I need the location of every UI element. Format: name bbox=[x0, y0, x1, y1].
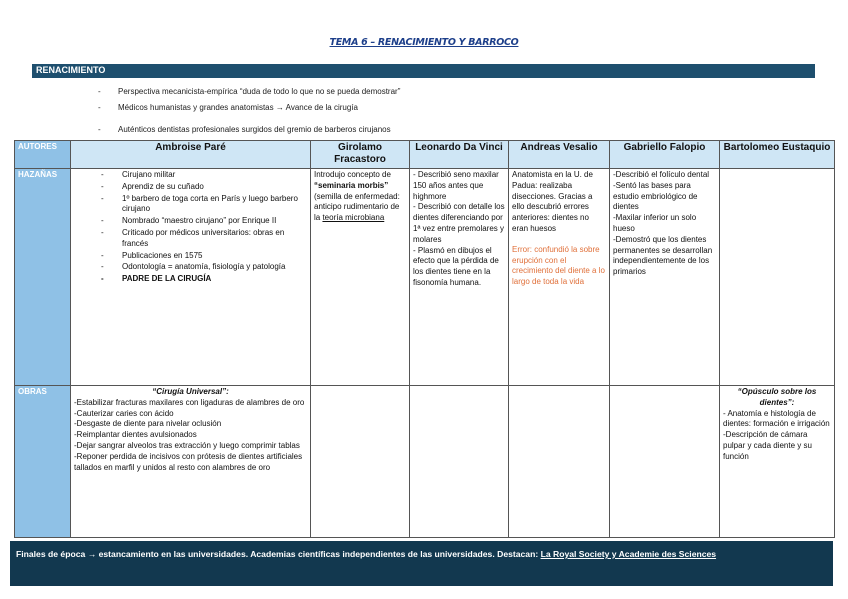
text-line: - Describió con detalle los dientes diferenciando por 1ª vez entre premolares y molares bbox=[413, 202, 505, 244]
footer-note bbox=[10, 541, 833, 586]
table-row-obras bbox=[15, 386, 835, 538]
bullet-item bbox=[98, 125, 391, 134]
text-line: -Desgaste de diente para nivelar oclusión bbox=[74, 419, 222, 429]
list-item: - Publicaciones en 1575 bbox=[122, 251, 307, 262]
text-line: -Describió el folículo dental bbox=[613, 170, 710, 179]
table-row-hazanas bbox=[15, 169, 835, 386]
pare-hazanas-list bbox=[74, 170, 307, 285]
cell-hazanas-eustaquio bbox=[720, 169, 835, 386]
list-item: - Cirujano militar bbox=[122, 170, 307, 181]
text-line: - Describió seno maxilar 150 años antes que highmore bbox=[413, 170, 499, 201]
list-item: - Aprendiz de su cuñado bbox=[122, 182, 307, 193]
table-header-row bbox=[15, 141, 835, 169]
bullet-text: Médicos humanistas y grandes anatomistas → Avance de la cirugía bbox=[118, 103, 358, 112]
list-item: - Odontología = anatomía, fisiología y patología bbox=[122, 262, 307, 273]
cell-hazanas-pare bbox=[71, 169, 311, 386]
bullet-dash: - bbox=[98, 103, 101, 112]
header-davinci: Leonardo Da Vinci bbox=[410, 141, 509, 169]
text-paragraph: Anatomista en la U. de Padua: realizaba disecciones. Gracias a ello descubrió errores anteriores: dientes no eran huesos bbox=[512, 170, 593, 233]
list-item: - Criticado por médicos universitarios: obras en francés bbox=[122, 228, 307, 250]
row-label-obras: OBRAS bbox=[15, 386, 71, 538]
bullet-text: Perspectiva mecanicista-empírica “duda de todo lo que no se pueda demostrar” bbox=[118, 87, 401, 96]
bullet-dash: - bbox=[98, 125, 101, 134]
cell-hazanas-falopio bbox=[610, 169, 720, 386]
row-label-hazanas: HAZAÑAS bbox=[15, 169, 71, 386]
cell-obras-fracastoro bbox=[311, 386, 410, 538]
cell-obras-vesalio bbox=[509, 386, 610, 538]
cell-obras-davinci bbox=[410, 386, 509, 538]
text-line: -Reponer perdida de incisivos con prótesis de dientes artificiales tallados en marfil y unidos al resto con alambres de oro bbox=[74, 451, 303, 472]
work-title: “Cirugía Universal”: bbox=[152, 387, 229, 396]
list-item: - Nombrado “maestro cirujano” por Enrique II bbox=[122, 216, 307, 227]
page-title: TEMA 6 – RENACIMIENTO Y BARROCO bbox=[329, 37, 519, 48]
header-falopio: Gabriello Falopio bbox=[610, 141, 720, 169]
cell-obras-pare bbox=[71, 386, 311, 538]
header-vesalio: Andreas Vesalio bbox=[509, 141, 610, 169]
text-line: -Cauterizar caries con ácido bbox=[74, 408, 174, 418]
text-line: -Reimplantar dientes avulsionados bbox=[74, 430, 197, 440]
text-run-underlined: teoría microbiana bbox=[322, 213, 385, 223]
text-line: -Descripción de cámara pulpar y cada diente y su función bbox=[723, 430, 812, 461]
header-pare: Ambroise Paré bbox=[71, 141, 311, 169]
text-line: -Estabilizar fracturas maxilares con ligaduras de alambres de oro bbox=[74, 397, 305, 407]
bullet-text: Auténticos dentistas profesionales surgidos del gremio de barberos cirujanos bbox=[118, 125, 391, 134]
cell-obras-falopio bbox=[610, 386, 720, 538]
text-line: -Maxilar inferior un solo hueso bbox=[613, 213, 697, 233]
header-fracastoro: Girolamo Fracastoro bbox=[311, 141, 410, 169]
cell-hazanas-fracastoro bbox=[311, 169, 410, 386]
header-eustaquio: Bartolomeo Eustaquio bbox=[720, 141, 835, 169]
row-label-autores: AUTORES bbox=[15, 141, 71, 169]
cell-hazanas-vesalio bbox=[509, 169, 610, 386]
text-line: - Anatomía e histología de dientes: formación e irrigación bbox=[723, 408, 830, 429]
text-line: -Demostró que los dientes permanentes se desarrollan independientemente de los primarios bbox=[613, 234, 713, 277]
footer-link[interactable]: La Royal Society y Academie des Sciences bbox=[540, 549, 717, 559]
error-note: Error: confundió la sobre erupción con el crecimiento del diente a lo largo de toda la vida bbox=[512, 244, 605, 287]
bullet-item bbox=[98, 87, 400, 96]
text-line: -Sentó las bases para estudio embriológico de dientes bbox=[613, 180, 698, 212]
text-run: Introdujo concepto de bbox=[314, 170, 391, 179]
work-title: “Opúsculo sobre los dientes”: bbox=[737, 387, 817, 407]
footer-text: Finales de época → estancamiento en las universidades. Academias científicas independientes de las universidades. Destacan: bbox=[16, 549, 541, 559]
bullet-item bbox=[98, 103, 358, 112]
text-line: - Plasmó en dibujos el efecto que la pérdida de los dientes tiene en la fisonomía humana. bbox=[413, 245, 499, 287]
text-run-bold: “seminaria morbis” bbox=[314, 180, 389, 190]
cell-obras-eustaquio bbox=[720, 386, 835, 538]
text-run: (semilla de enfermedad: anticipo rudimentario de la bbox=[314, 191, 400, 223]
bullet-dash: - bbox=[98, 87, 101, 96]
section-header-renacimiento: RENACIMIENTO bbox=[32, 64, 815, 78]
cell-hazanas-davinci bbox=[410, 169, 509, 386]
text-line: -Dejar sangrar alveolos tras extracción y luego comprimir tablas bbox=[74, 440, 300, 450]
list-item: - PADRE DE LA CIRUGÍA bbox=[122, 274, 307, 285]
authors-table bbox=[14, 140, 835, 538]
list-item: - 1º barbero de toga corta en París y luego barbero cirujano bbox=[122, 194, 307, 216]
